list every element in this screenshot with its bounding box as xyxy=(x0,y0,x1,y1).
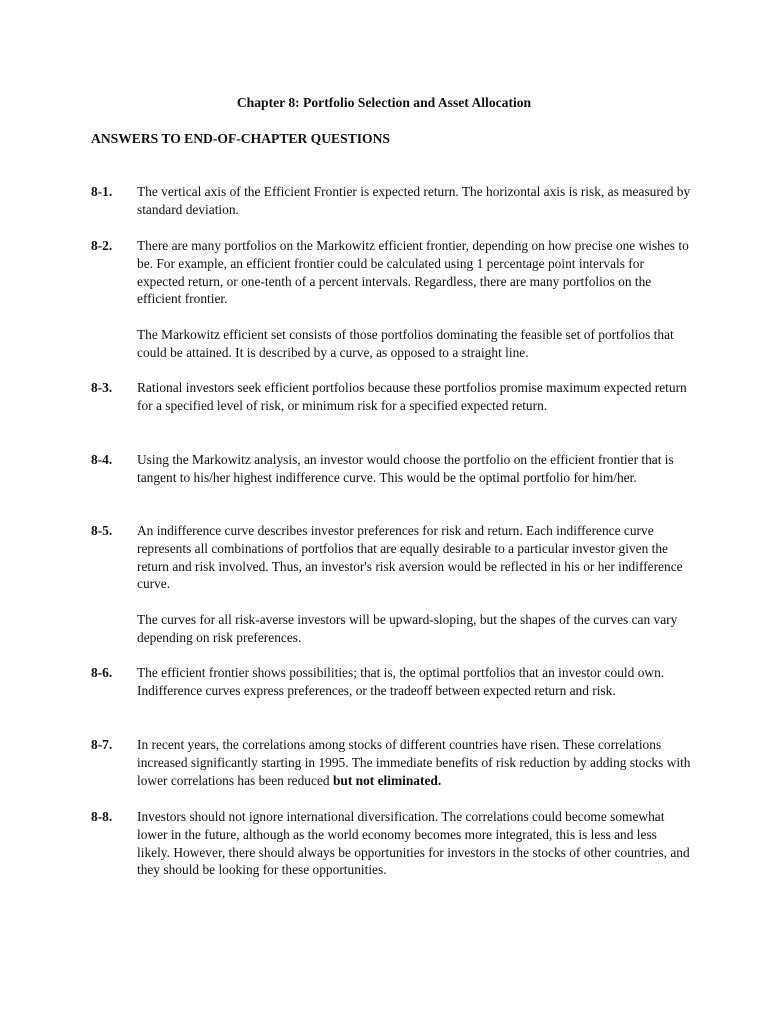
answer-body xyxy=(137,808,691,879)
answer-8-4 xyxy=(91,451,691,487)
answer-paragraph: The vertical axis of the Efficient Frontier is expected return. The horizontal axis is risk, as measured by standard deviation. xyxy=(137,184,691,217)
answer-number: 8-1. xyxy=(91,184,113,199)
answer-paragraph: Using the Markowitz analysis, an investor would choose the portfolio on the efficient frontier that is tangent to his/her highest indifference curve. This would be the optimal portfolio for him/her. xyxy=(137,452,674,485)
answer-number: 8-6. xyxy=(91,665,113,680)
emphasis-text: but not eliminated. xyxy=(332,772,442,788)
answer-paragraph: The curves for all risk-averse investors will be upward-sloping, but the shapes of the curves can vary depending on risk preferences. xyxy=(137,611,678,645)
answer-paragraph xyxy=(137,736,691,789)
answer-number: 8-8. xyxy=(91,809,113,824)
answer-number: 8-7. xyxy=(91,737,113,752)
answer-8-8 xyxy=(91,808,691,879)
answer-paragraph: The efficient frontier shows possibilities; that is, the optimal portfolios that an investor could own. Indifference curves express preferences, or the tradeoff between expected return and risk. xyxy=(137,665,665,698)
answer-8-5 xyxy=(91,522,691,647)
answer-body xyxy=(137,522,691,647)
answer-paragraph: An indifference curve describes investor preferences for risk and return. Each indifference curve represents all combinations of portfolios that are equally desirable to a particular investor given the return and risk involved. Thus, an investor's risk aversion would be reflected in his or her indifference curve. xyxy=(137,523,683,592)
answer-body xyxy=(137,451,691,487)
answer-8-3 xyxy=(91,379,691,415)
answer-8-1 xyxy=(91,183,691,219)
answer-body xyxy=(137,664,691,700)
answer-paragraph: Rational investors seek efficient portfolios because these portfolios promise maximum expected return for a specified level of risk, or minimum risk for a specified expected return. xyxy=(137,380,687,413)
answer-paragraph: Investors should not ignore international diversification. The correlations could become somewhat lower in the future, although as the world economy becomes more integrated, this is less and less likely. However, there should always be opportunities for investors in the stocks of other countries, and they should be looking for these opportunities. xyxy=(137,809,690,878)
answer-number: 8-3. xyxy=(91,380,113,395)
answer-8-7 xyxy=(91,736,691,789)
answer-number: 8-5. xyxy=(91,523,113,538)
answer-body xyxy=(137,237,691,362)
answer-8-2 xyxy=(91,237,691,362)
answer-paragraph: There are many portfolios on the Markowitz efficient frontier, depending on how precise one wishes to be. For example, an efficient frontier could be calculated using 1 percentage point intervals for expected return, or one-tenth of a percent intervals. Regardless, there are many portfolios on the efficient frontier. xyxy=(137,238,689,307)
answer-body xyxy=(137,736,691,789)
answer-number: 8-2. xyxy=(91,238,113,253)
answer-paragraph: The Markowitz efficient set consists of those portfolios dominating the feasible set of portfolios that could be attained. It is described by a curve, as opposed to a straight line. xyxy=(137,326,674,360)
chapter-title: Chapter 8: Portfolio Selection and Asset Allocation xyxy=(236,95,532,110)
answer-text: In recent years, the correlations among stocks of different countries have risen. These correlations increased significantly starting in 1995. The immediate benefits of risk reduction by adding stocks with lower correlations has been reduced xyxy=(137,737,691,788)
answer-8-6 xyxy=(91,664,691,700)
section-heading: ANSWERS TO END-OF-CHAPTER QUESTIONS xyxy=(91,131,390,146)
answer-number: 8-4. xyxy=(91,452,113,467)
answer-body xyxy=(137,379,691,415)
answer-body xyxy=(137,183,691,219)
